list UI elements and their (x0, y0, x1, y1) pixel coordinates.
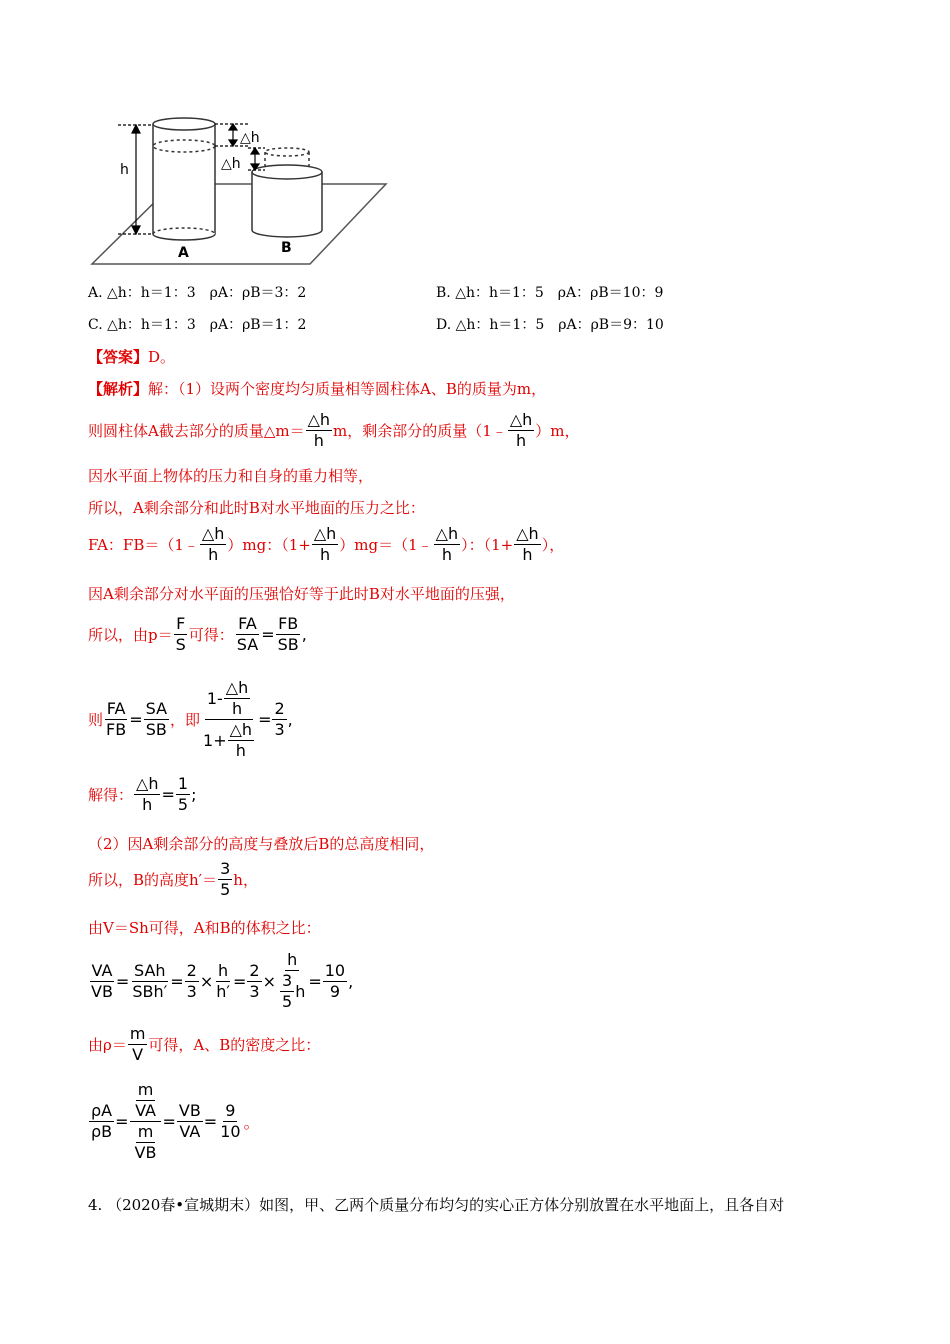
num: VB (178, 1101, 201, 1120)
frac-dh-h (508, 410, 534, 451)
frac-rhoa-rhob (89, 1101, 114, 1142)
frac-1-5 (176, 774, 190, 815)
frac-m-v (128, 1024, 148, 1065)
den: 5 (220, 880, 231, 899)
den (277, 971, 307, 1012)
option-b: B. △h：h＝1：5 ρA：ρB＝10：9 (436, 285, 664, 301)
analysis-line-1 (88, 378, 546, 399)
answer-tag: 【答案】 (88, 348, 149, 366)
num: m (129, 1024, 146, 1043)
den: SA (236, 635, 259, 654)
frac-dh-h (228, 720, 254, 761)
option-c: C. △h：h＝1：3 ρA：ρB＝1：2 (88, 317, 307, 333)
eq: = (129, 710, 143, 729)
num: △h (136, 774, 159, 793)
den: 10 (220, 1122, 241, 1141)
option-a: A. △h：h＝1：3 ρA：ρB＝3：2 (88, 285, 307, 301)
analysis-line-10: （2）因A剩余部分的高度与叠放后B的总高度相同， (88, 835, 435, 853)
num: FA (106, 699, 126, 718)
frac-dh-h (434, 524, 460, 565)
den: h (522, 545, 533, 564)
num: 10 (324, 960, 346, 980)
den: h (319, 545, 331, 564)
one-minus: 1- (206, 688, 223, 708)
label-b: B (281, 240, 292, 256)
times: × (199, 971, 214, 991)
cylinder-b (252, 148, 322, 237)
text-11a: 所以，B的高度h′＝ (88, 871, 218, 889)
den: SB (145, 720, 167, 739)
num: ρA (91, 1101, 113, 1120)
den: h (515, 431, 527, 450)
option-d: D. △h：h＝1：5 ρA：ρB＝9：10 (436, 317, 664, 333)
frac-dh-h (312, 524, 338, 565)
den: SB (277, 635, 299, 654)
text-2b: m，剩余部分的质量（1﹣ (333, 422, 507, 440)
den: ρB (91, 1122, 113, 1141)
eq: = (258, 710, 272, 729)
analysis-line-3: 因水平面上物体的压力和自身的重力相等， (88, 467, 374, 485)
eq: = (115, 971, 130, 991)
analysis-text-1: 解：（1）设两个密度均匀质量相等圆柱体A、B的质量为m， (148, 380, 547, 398)
den: S (175, 635, 186, 654)
text-5c: ）mg＝（1﹣ (339, 536, 433, 554)
num: F (176, 614, 186, 633)
frac-compound (201, 678, 257, 761)
eq: = (233, 971, 247, 991)
den: V (132, 1045, 144, 1064)
frac-fa-sa (235, 614, 260, 655)
num: FB (278, 614, 299, 633)
den: 3 (274, 720, 285, 739)
den: h (235, 741, 246, 760)
text-5a: FA：FB＝（1﹣ (88, 536, 199, 554)
frac-h-35h (277, 950, 307, 1012)
frac-2-3 (247, 961, 261, 1002)
frac-dh-h (514, 524, 540, 565)
den: 3 (249, 981, 260, 1001)
analysis-tag: 【解析】 (88, 380, 149, 398)
label-dh-1: △h (240, 130, 260, 146)
den: h (142, 795, 153, 814)
density-ratio-equation (88, 1080, 260, 1163)
cylinders-figure (88, 112, 398, 272)
num: △h (509, 410, 533, 429)
eq: = (170, 971, 184, 991)
label-dh-2: △h (221, 156, 241, 172)
frac-9-10 (218, 1101, 242, 1142)
num: 2 (274, 699, 285, 718)
question-4: 4. （2020春•宣城期末）如图，甲、乙两个质量分布均匀的实心正方体分别放置在水平地面上，且各自对 (88, 1196, 785, 1214)
num: m (137, 1080, 154, 1099)
den: VA (135, 1101, 156, 1120)
den: h (208, 545, 219, 564)
num: △h (225, 678, 249, 697)
text-9a: 解得： (88, 786, 134, 804)
h: h (295, 981, 306, 1001)
eq: = (162, 1112, 176, 1131)
analysis-line-9 (88, 774, 196, 815)
text-8a: 则 (88, 711, 104, 729)
num: △h (307, 410, 331, 429)
eq: = (115, 1112, 129, 1131)
frac-10-9 (323, 961, 347, 1002)
num: h (287, 950, 298, 969)
answer-value: D。 (148, 348, 176, 366)
num: SA (145, 699, 168, 718)
num: 2 (186, 960, 197, 980)
analysis-line-6: 因A剩余部分对水平面的压强恰好等于此时B对水平地面的压强， (88, 585, 515, 603)
num: 3 (282, 971, 293, 990)
num: △h (313, 524, 337, 543)
frac-m-vb (133, 1122, 159, 1163)
label-a: A (178, 245, 189, 261)
den (130, 1122, 162, 1163)
text-14a: 由ρ＝ (88, 1036, 127, 1054)
analysis-line-8 (88, 678, 293, 761)
num: △h (516, 524, 539, 543)
volume-ratio-equation (88, 950, 353, 1012)
num (205, 678, 253, 720)
den: h′ (216, 981, 231, 1001)
eq: = (161, 785, 175, 804)
den: SBh′ (132, 981, 168, 1001)
num: 9 (225, 1101, 236, 1120)
frac-dh-h (306, 410, 332, 451)
analysis-line-7 (88, 614, 307, 655)
den: h (441, 545, 452, 564)
eq: = (261, 625, 275, 644)
semicolon: ; (191, 785, 197, 804)
frac-fb-sb (276, 614, 301, 655)
num: SAh (134, 960, 166, 980)
num: h (218, 960, 229, 980)
analysis-line-14 (88, 1024, 320, 1065)
num: 3 (220, 859, 231, 878)
text-5d: ）：（1+ (461, 536, 514, 554)
frac-2-3 (272, 699, 286, 740)
den: FB (106, 720, 127, 739)
den (201, 720, 257, 761)
num: VA (91, 960, 113, 980)
comma: , (348, 971, 354, 991)
frac-m-va (133, 1080, 158, 1121)
den: h (313, 431, 324, 450)
frac-h-h1 (214, 961, 232, 1002)
comma: , (301, 625, 307, 644)
answer-line (88, 346, 175, 367)
text-8b: ，即 (170, 711, 201, 729)
num: △h (201, 524, 225, 543)
comma: , (287, 710, 293, 729)
den: h (231, 699, 243, 718)
text-5e: ）， (541, 536, 565, 554)
frac-3-5 (280, 971, 294, 1012)
frac-sa-sb (144, 699, 169, 740)
analysis-line-5 (88, 524, 564, 565)
num: FA (238, 614, 257, 633)
frac-3-5 (218, 859, 232, 900)
den: 5 (282, 992, 293, 1011)
den: 5 (177, 795, 189, 814)
analysis-line-11 (88, 859, 258, 900)
analysis-line-2 (88, 410, 580, 451)
text-7b: 可得： (188, 626, 234, 644)
den: VB (134, 1143, 157, 1162)
text-2c: ）m， (535, 422, 580, 440)
num (130, 1080, 161, 1122)
frac-dh-h (224, 678, 250, 719)
frac-compound-m-v (130, 1080, 162, 1163)
den: 9 (329, 981, 341, 1001)
num: △h (229, 720, 253, 739)
text-7a: 所以，由p＝ (88, 626, 173, 644)
end-mark: 。 (243, 1113, 260, 1132)
text-5b: ）mg：（1+ (227, 536, 311, 554)
num: m (137, 1122, 154, 1141)
eq: = (203, 1112, 218, 1131)
frac-vb-va (177, 1101, 203, 1142)
analysis-line-4: 所以，A剩余部分和此时B对水平地面的压力之比： (88, 499, 425, 517)
analysis-line-12: 由V＝Sh可得，A和B的体积之比： (88, 919, 321, 937)
label-h: h (120, 162, 129, 178)
text-11b: h， (233, 871, 258, 889)
frac-dh-h (134, 774, 160, 815)
frac-f-s (174, 614, 188, 655)
frac-va-vb (89, 961, 115, 1002)
den: VA (179, 1122, 201, 1141)
frac-sah-sbh (130, 961, 169, 1002)
times: × (262, 971, 277, 991)
den: VB (91, 981, 113, 1001)
frac-2-3 (185, 961, 199, 1002)
num: 2 (249, 960, 260, 980)
cylinder-a (153, 118, 215, 240)
num: 1 (177, 774, 189, 793)
den: 3 (186, 981, 197, 1001)
frac-dh-h (200, 524, 226, 565)
eq: = (308, 971, 322, 991)
one-plus: 1+ (203, 730, 227, 750)
num: △h (435, 524, 459, 543)
text-14b: 可得，A、B的密度之比： (148, 1036, 321, 1054)
frac-fa-fb (104, 699, 128, 740)
text-2a: 则圆柱体A截去部分的质量△m＝ (88, 422, 305, 440)
